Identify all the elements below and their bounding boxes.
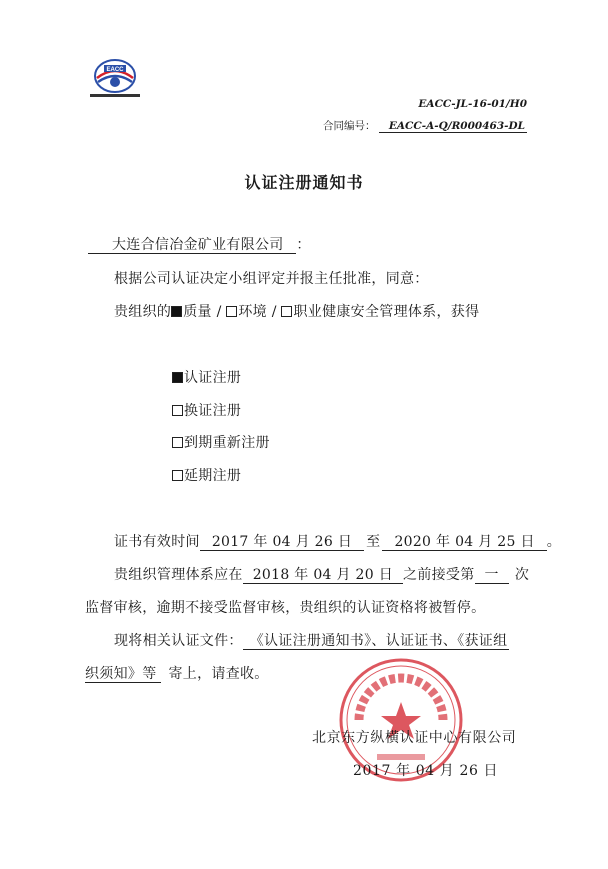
- quality-checkbox: [171, 306, 182, 317]
- option-reregistration: [172, 432, 270, 452]
- validity-label: 证书有效时间: [114, 534, 200, 550]
- option-registration: [172, 367, 241, 387]
- svg-text:EACC: EACC: [106, 67, 124, 73]
- issue-date: 2017 年 04 月 26 日: [353, 763, 499, 779]
- scope-separator: /: [266, 304, 282, 320]
- scope-suffix: ，获得: [436, 304, 480, 320]
- document-title: 认证注册通知书: [244, 173, 364, 192]
- option-label: 认证注册: [184, 370, 242, 386]
- reregistration-checkbox: [172, 437, 183, 448]
- recipient-line: [88, 234, 311, 254]
- scope-line: [114, 301, 479, 321]
- surveillance-suffix: 次: [514, 567, 530, 583]
- scope-item-ohs: 职业健康安全管理体系: [293, 304, 437, 320]
- documents-list-cont: 织须知》等: [85, 666, 161, 683]
- scope-item-quality: 质量: [183, 304, 212, 320]
- recipient-name: 大连合信冶金矿业有限公司: [88, 237, 296, 254]
- option-renewal: [172, 400, 241, 420]
- approval-intro: 根据公司认证决定小组评定并报主任批准，同意：: [114, 271, 429, 287]
- scope-item-environment: 环境: [238, 304, 267, 320]
- documents-line-1: [114, 630, 509, 650]
- extension-checkbox: [172, 470, 183, 481]
- scope-separator: /: [211, 304, 227, 320]
- validity-to: 2020 年 04 月 25 日: [382, 534, 546, 551]
- contract-number-label: 合同编号：: [323, 120, 376, 132]
- surveillance-line: [114, 564, 529, 584]
- surveillance-prefix: 贵组织管理体系应在: [114, 567, 243, 583]
- scope-prefix: 贵组织的: [114, 304, 172, 320]
- surveillance-count: 一: [475, 567, 509, 584]
- document-code: EACC-JL-16-01/H0: [418, 98, 527, 110]
- renewal-checkbox: [172, 405, 183, 416]
- registration-checkbox: [172, 372, 183, 383]
- documents-prefix: 现将相关认证文件：: [114, 633, 243, 649]
- contract-number: EACC-A-Q/R000463-DL: [379, 120, 527, 133]
- option-label: 延期注册: [184, 468, 242, 484]
- validity-to-label: 至: [366, 534, 381, 550]
- validity-from: 2017 年 04 月 26 日: [200, 534, 364, 551]
- eacc-logo-icon: [86, 56, 144, 102]
- option-extension: [172, 465, 241, 485]
- contract-number-row: [323, 118, 527, 133]
- documents-list: 《认证注册通知书》、认证证书、《获证组: [243, 633, 510, 650]
- documents-suffix: 寄上，请查收。: [168, 666, 269, 682]
- surveillance-middle: 之前接受第: [403, 567, 475, 583]
- documents-line-2: [85, 663, 269, 683]
- option-label: 换证注册: [184, 403, 242, 419]
- surveillance-warning: 监督审核，逾期不接受监督审核，贵组织的认证资格将被暂停。: [85, 600, 486, 616]
- validity-end: 。: [546, 534, 562, 550]
- option-label: 到期重新注册: [184, 435, 270, 451]
- validity-line: [114, 531, 561, 551]
- issuer-company: 北京东方纵横认证中心有限公司: [312, 730, 517, 746]
- ohs-checkbox: [281, 306, 292, 317]
- environment-checkbox: [226, 306, 237, 317]
- surveillance-date: 2018 年 04 月 20 日: [243, 567, 403, 584]
- recipient-colon: ：: [296, 237, 311, 253]
